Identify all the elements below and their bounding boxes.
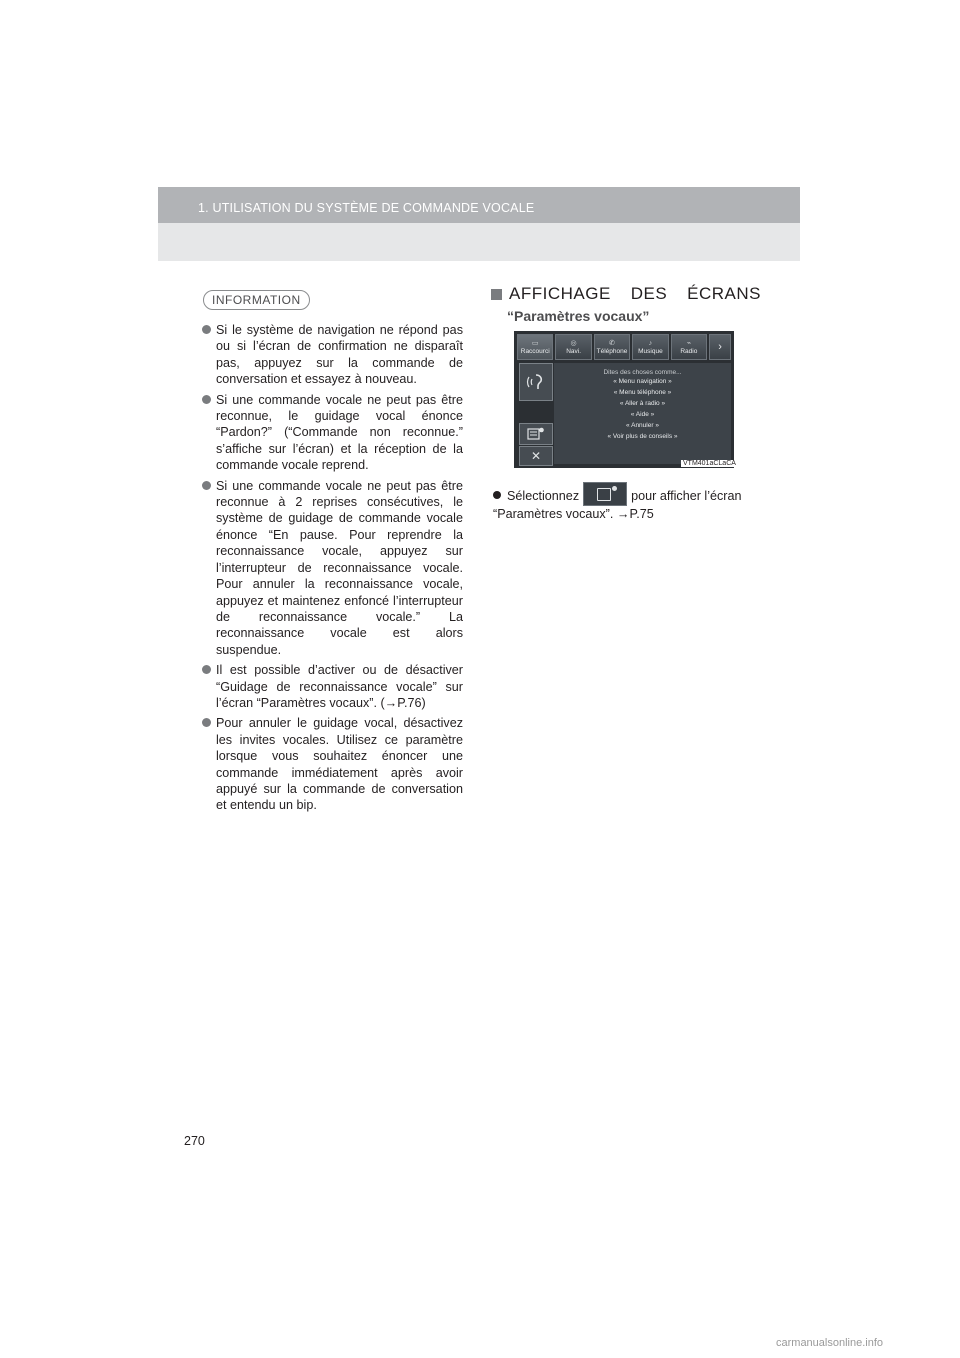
bullet-icon [202,325,211,334]
music-icon: ♪ [648,339,653,347]
tab-label: Navi. [566,347,582,355]
tab-label: Musique [638,347,663,355]
tab-telephone[interactable] [594,334,630,360]
header-band [158,187,800,261]
voice-command-item[interactable]: « Aller à radio » [619,400,666,407]
watermark: carmanualsonline.info [776,1337,884,1349]
screen-tab-bar [517,334,731,360]
tab-label: Raccourci [520,347,550,355]
selection-instruction [493,482,763,522]
next-tabs-button[interactable] [709,334,731,360]
voice-command-item[interactable]: « Annuler » [626,422,659,429]
section-subheading: “Paramètres vocaux” [507,308,650,324]
information-item-text: Si le système de navigation ne répond pas ou si l’écran de confirmation ne disparaît pas, appuyez sur la commande de conversation et essayez à nouveau. [216,323,463,387]
information-label: INFORMATION [203,290,310,310]
tab-raccourci[interactable] [517,334,553,360]
voice-button[interactable] [519,363,553,401]
voice-command-item[interactable]: « Voir plus de conseils » [607,433,678,440]
bullet-icon [202,665,211,674]
heading-word: ÉCRANS [687,284,761,303]
chevron-right-icon: › [718,341,722,353]
suggestions-panel [554,363,731,464]
tab-label: Téléphone [596,347,628,355]
information-item [203,715,463,813]
header-top-bar [158,187,800,223]
voice-settings-button[interactable] [519,423,553,445]
section-header [491,284,761,324]
selection-prefix: Sélectionnez [507,489,580,503]
bullet-icon [202,395,211,404]
heading-word: AFFICHAGE [509,284,611,303]
information-item [203,322,463,388]
navi-icon: ◎ [570,339,577,347]
information-item-text: Il est possible d’activer ou de désactiver “Guidage de reconnaissance vocale” sur l’écran “Paramètres vocaux”. (→P.76) [216,663,463,710]
information-item-text: Pour annuler le guidage vocal, désactivez les invites vocales. Utilisez ce paramètre lorsque vous souhaitez énoncer une commande immédiatement après avoir appuyé sur la commande de conversation et entendu un bip. [216,716,463,813]
information-item [203,478,463,658]
selection-suffix: pour afficher l’écran “Paramètres vocaux”. →P.75 [493,489,742,521]
phone-icon: ✆ [609,339,615,347]
bullet-icon [202,481,211,490]
heading-square-icon [491,289,502,300]
radio-icon: ⌁ [686,339,691,347]
heading-word: DES [630,284,668,303]
bookmark-icon: ▭ [531,339,539,347]
information-list [203,322,463,814]
voice-settings-icon [583,482,627,506]
information-item-text: Si une commande vocale ne peut pas être reconnue, le guidage vocal énonce “Pardon?” (“Commande non reconnue.” s’affiche sur l’écran) et la réception de la commande vocale reprend. [216,392,463,473]
bullet-icon [493,491,501,499]
tab-radio[interactable] [671,334,707,360]
voice-screen-screenshot [514,331,734,468]
information-item [203,392,463,474]
information-item [203,662,463,711]
voice-command-item[interactable]: « Menu téléphone » [613,389,672,396]
information-box [203,290,463,818]
tab-musique[interactable] [632,334,668,360]
page-number: 270 [184,1134,205,1148]
bullet-icon [202,718,211,727]
information-item-text: Si une commande vocale ne peut pas être reconnue à 2 reprises consécutives, le système de guidage de commande vocale énonce “En pause. Pour reprendre la reconnaissance vocale, appuyez sur l’interrupteur de reconnaissance vocale. Pour annuler la reconnaissance vocale, appuyez et maintenez enfoncé l’interrupteur de reconnaissance vocale.” La reconnaissance vocale est alors suspendue. [216,478,463,657]
voice-command-item[interactable]: « Menu navigation » [613,378,672,385]
section-heading-text [509,284,761,304]
suggestions-title: Dites des choses comme... [603,369,682,376]
image-code: VTM401aCLaCA [683,460,736,467]
close-icon: ✕ [530,449,542,463]
close-button[interactable] [519,446,553,466]
section-title: 1. UTILISATION DU SYSTÈME DE COMMANDE VOCALE [198,201,535,215]
settings-list-icon [527,427,545,441]
tab-label: Radio [680,347,698,355]
voice-command-item[interactable]: « Aide » [630,411,655,418]
voice-speech-icon [525,371,547,393]
section-heading [491,284,761,304]
tab-navi[interactable] [555,334,591,360]
